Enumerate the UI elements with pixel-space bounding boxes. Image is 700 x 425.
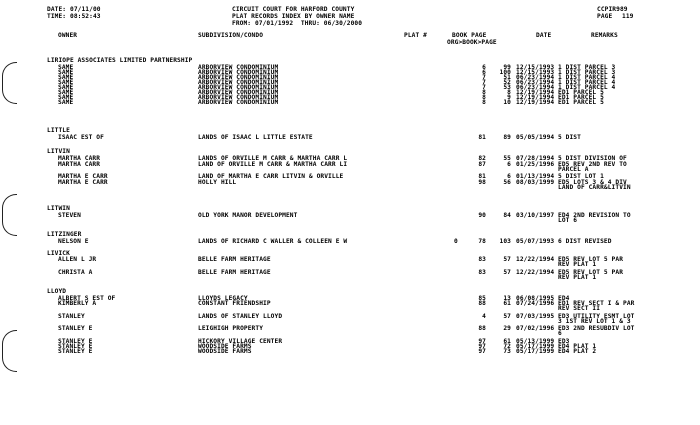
date-cell: 01/25/1996 [516, 161, 555, 168]
subdivision-cell: ARBORVIEW CONDOMINIUM [198, 79, 279, 86]
date-cell: 08/03/1999 [516, 179, 555, 186]
subdivision-cell: LEIGHIGH PROPERTY [198, 325, 264, 332]
binder-hole [2, 194, 17, 236]
subdivision-cell: HICKORY VILLAGE CENTER [198, 338, 283, 345]
col-org-book-page: ORG>BOOK>PAGE [447, 39, 497, 46]
group-heading: LIRIOPE ASSOCIATES LIMITED PARTNERSHIP [47, 57, 193, 64]
report-date: 07/11/00 [70, 6, 101, 13]
report-id: CCPIR989 [597, 6, 628, 13]
remarks-cell: 1 DIST PARCEL 3 [558, 64, 616, 71]
owner-cell: ALBERT S EST OF [58, 295, 116, 302]
page-cell: 56 [503, 179, 511, 186]
remarks-cell: ED1 PARCEL 5 [558, 89, 604, 96]
remarks-cell: ED5 REV LOT 5 PAR [558, 256, 624, 263]
book-cell: 82 [478, 155, 486, 162]
col-remarks: REMARKS [591, 32, 618, 39]
date-cell: 06/23/1994 [516, 79, 555, 86]
subdivision-cell: LLOYDS LEGACY [198, 295, 248, 302]
page-cell: 57 [503, 269, 511, 276]
owner-cell: ALLEN L JR [58, 256, 97, 263]
owner-cell: SAME [58, 79, 74, 86]
page-cell: 103 [499, 238, 511, 245]
owner-cell: KIMBERLY A [58, 300, 97, 307]
book-cell: 8 [482, 89, 486, 96]
subdivision-cell: LANDS OF ISAAC L LITTLE ESTATE [198, 134, 313, 141]
remarks-cell: ED1 PARCEL 5 [558, 94, 604, 101]
book-cell: 8 [482, 94, 486, 101]
book-cell: 6 [482, 69, 486, 76]
date-cell: 12/22/1994 [516, 269, 555, 276]
page-cell: 57 [503, 313, 511, 320]
remarks-cell: ED5 LOTS 3 & 4 DIV [558, 179, 627, 186]
owner-cell: MARTHA CARR [58, 155, 101, 162]
remarks-cell: 5 DIST DIVISION OF [558, 155, 627, 162]
subdivision-cell: ARBORVIEW CONDOMINIUM [198, 84, 279, 91]
subdivision-cell: ARBORVIEW CONDOMINIUM [198, 89, 279, 96]
remarks-cell: 1 DIST PARCEL 4 [558, 74, 616, 81]
date-cell: 05/13/1999 [516, 338, 555, 345]
date-cell: 05/05/1994 [516, 134, 555, 141]
col-book-page: BOOK PAGE [452, 32, 487, 39]
index-title: PLAT RECORDS INDEX BY OWNER NAME [232, 13, 355, 20]
date-cell: 03/10/1997 [516, 212, 555, 219]
owner-cell: NELSON E [58, 238, 89, 245]
subdivision-cell: CONSTANT FRIENDSHIP [198, 300, 271, 307]
date-cell: 12/19/1994 [516, 94, 555, 101]
group-heading: LITTLE [47, 127, 70, 134]
remarks-cell: REV PLAT 1 [558, 274, 597, 281]
page-cell: 73 [503, 348, 511, 355]
date-cell: 06/08/1995 [516, 295, 555, 302]
report-time: 08:52:43 [70, 13, 101, 20]
group-heading: LLOYD [47, 288, 67, 295]
col-plat: PLAT # [404, 32, 427, 39]
owner-cell: STANLEY E [58, 338, 93, 345]
book-cell: 8 [482, 99, 486, 106]
owner-cell: STEVEN [58, 212, 81, 219]
subdivision-cell: ARBORVIEW CONDOMINIUM [198, 94, 279, 101]
owner-cell: MARTHA E CARR [58, 173, 108, 180]
page-cell: 99 [503, 64, 511, 71]
page-cell: 55 [503, 155, 511, 162]
book-cell: 87 [478, 161, 486, 168]
book-cell: 78 [478, 238, 486, 245]
time-label: TIME: [47, 13, 67, 20]
date-cell: 05/17/1999 [516, 343, 555, 350]
date-label: DATE: [47, 6, 67, 13]
date-cell: 05/17/1999 [516, 348, 555, 355]
remarks-cell: 3 1ST REV LOT 1 & 3 [558, 318, 631, 325]
date-cell: 01/13/1994 [516, 173, 555, 180]
page-cell: 100 [499, 69, 511, 76]
owner-cell: SAME [58, 99, 74, 106]
page-cell: 61 [503, 300, 511, 307]
owner-cell: SAME [58, 74, 74, 81]
owner-cell: SAME [58, 64, 74, 71]
date-cell: 12/22/1994 [516, 256, 555, 263]
remarks-cell: ED3 [558, 338, 570, 345]
remarks-cell: ED4 [558, 295, 570, 302]
page-number: 119 [622, 13, 634, 20]
book-cell: 83 [478, 256, 486, 263]
date-cell: 06/23/1994 [516, 74, 555, 81]
owner-cell: SAME [58, 94, 74, 101]
col-subdivision: SUBDIVISION/CONDO [198, 32, 264, 39]
remarks-cell: 5 DIST LOT 1 [558, 173, 604, 180]
remarks-cell: LAND OF CARR&LITVIN [558, 184, 631, 191]
book-cell: 81 [478, 134, 486, 141]
book-cell: 4 [482, 313, 486, 320]
owner-cell: SAME [58, 89, 74, 96]
binder-hole [2, 62, 17, 104]
book-cell: 7 [482, 79, 486, 86]
book-cell: 90 [478, 212, 486, 219]
remarks-cell: 1 DIST PARCEL 4 [558, 79, 616, 86]
subdivision-cell: LAND OF ORVILLE M CARR & MARTHA CARR LI [198, 161, 348, 168]
remarks-cell: ED4 PLAT 1 [558, 343, 597, 350]
date-cell: 12/19/1994 [516, 89, 555, 96]
page-cell: 53 [503, 84, 511, 91]
subdivision-cell: ARBORVIEW CONDOMINIUM [198, 64, 279, 71]
book-cell: 98 [478, 179, 486, 186]
date-cell: 07/03/1995 [516, 313, 555, 320]
group-heading: LIVICK [47, 250, 70, 257]
date-cell: 07/02/1996 [516, 325, 555, 332]
page-cell: 8 [507, 89, 511, 96]
date-range: FROM: 07/01/1992 THRU: 06/30/2000 [232, 20, 363, 27]
subdivision-cell: ARBORVIEW CONDOMINIUM [198, 74, 279, 81]
page-cell: 52 [503, 79, 511, 86]
date-cell: 12/19/1994 [516, 99, 555, 106]
owner-cell: STANLEY [58, 313, 85, 320]
date-cell: 12/15/1993 [516, 69, 555, 76]
subdivision-cell: LANDS OF ORVILLE M CARR & MARTHA CARR L [198, 155, 348, 162]
page-cell: 57 [503, 256, 511, 263]
subdivision-cell: LANDS OF RICHARD C WALLER & COLLEEN E W [198, 238, 348, 245]
date-cell: 07/28/1994 [516, 155, 555, 162]
owner-cell: MARTHA CARR [58, 161, 101, 168]
subdivision-cell: WOODSIDE FARMS [198, 343, 252, 350]
date-cell: 12/15/1993 [516, 64, 555, 71]
book-cell: 88 [478, 300, 486, 307]
subdivision-cell: ARBORVIEW CONDOMINIUM [198, 69, 279, 76]
book-cell: 85 [478, 295, 486, 302]
page-cell: 84 [503, 212, 511, 219]
page-cell: 13 [503, 295, 511, 302]
page-cell: 61 [503, 338, 511, 345]
page-cell: 10 [503, 99, 511, 106]
remarks-cell: ED5 REV LOT 5 PAR [558, 269, 624, 276]
binder-hole [2, 330, 17, 372]
group-heading: LITVIN [47, 148, 70, 155]
remarks-cell: 6 DIST REVISED [558, 238, 612, 245]
owner-cell: CHRISTA A [58, 269, 93, 276]
remarks-cell: ED4 2ND REVISION TO [558, 212, 631, 219]
page-cell: 29 [503, 325, 511, 332]
remarks-cell: ED5 REV 2ND REV TO [558, 161, 627, 168]
subdivision-cell: OLD YORK MANOR DEVELOPMENT [198, 212, 298, 219]
remarks-cell: 6 [558, 330, 562, 337]
owner-cell: STANLEY E [58, 343, 93, 350]
book-cell: 97 [478, 338, 486, 345]
owner-cell: SAME [58, 84, 74, 91]
book-cell: 97 [478, 343, 486, 350]
court-name: CIRCUIT COURT FOR HARFORD COUNTY [232, 6, 355, 13]
remarks-cell: LOT 6 [558, 217, 578, 224]
remarks-cell: REV PLAT 1 [558, 261, 597, 268]
group-heading: LITZINGER [47, 231, 82, 238]
page-cell: 89 [503, 134, 511, 141]
remarks-cell: ED4 PLAT 2 [558, 348, 597, 355]
owner-cell: MARTHA E CARR [58, 179, 108, 186]
remarks-cell: 1 DIST PARCEL 4 [558, 84, 616, 91]
page-cell: 6 [507, 173, 511, 180]
page-cell: 6 [507, 161, 511, 168]
book-cell: 88 [478, 325, 486, 332]
owner-cell: STANLEY E [58, 348, 93, 355]
subdivision-cell: LANDS OF STANLEY LLOYD [198, 313, 283, 320]
remarks-cell: 5 DIST [558, 134, 581, 141]
date-cell: 06/23/1994 [516, 84, 555, 91]
remarks-cell: ED3 2ND RESUBDIV LOT [558, 325, 635, 332]
col-date: DATE [536, 32, 552, 39]
group-heading: LITWIN [47, 205, 70, 212]
remarks-cell: PARCEL A [558, 166, 589, 173]
remarks-cell: REV SECT II [558, 305, 601, 312]
book-cell: 97 [478, 348, 486, 355]
remarks-cell: ED3 UTILITY ESMT LOT [558, 313, 635, 320]
date-cell: 07/24/1996 [516, 300, 555, 307]
subdivision-cell: BELLE FARM HERITAGE [198, 256, 271, 263]
remarks-cell: ED1 REV SECT I & PAR [558, 300, 635, 307]
book-cell: 83 [478, 269, 486, 276]
subdivision-cell: ARBORVIEW CONDOMINIUM [198, 99, 279, 106]
subdivision-cell: WOODSIDE FARMS [198, 348, 252, 355]
page-cell: 51 [503, 74, 511, 81]
owner-cell: SAME [58, 69, 74, 76]
page-cell: 72 [503, 343, 511, 350]
book-cell: 81 [478, 173, 486, 180]
org-cell: 0 [454, 238, 458, 245]
subdivision-cell: HOLLY HILL [198, 179, 237, 186]
subdivision-cell: BELLE FARM HERITAGE [198, 269, 271, 276]
owner-cell: ISAAC EST OF [58, 134, 104, 141]
book-cell: 7 [482, 84, 486, 91]
book-cell: 7 [482, 74, 486, 81]
owner-cell: STANLEY E [58, 325, 93, 332]
book-cell: 6 [482, 64, 486, 71]
remarks-cell: 1 DIST PARCEL 3 [558, 69, 616, 76]
remarks-cell: ED1 PARCEL 5 [558, 99, 604, 106]
subdivision-cell: LAND OF MARTHA E CARR LITVIN & ORVILLE [198, 173, 344, 180]
col-owner: OWNER [58, 32, 78, 39]
date-cell: 05/07/1993 [516, 238, 555, 245]
page-label: PAGE [597, 13, 613, 20]
page-cell: 9 [507, 94, 511, 101]
